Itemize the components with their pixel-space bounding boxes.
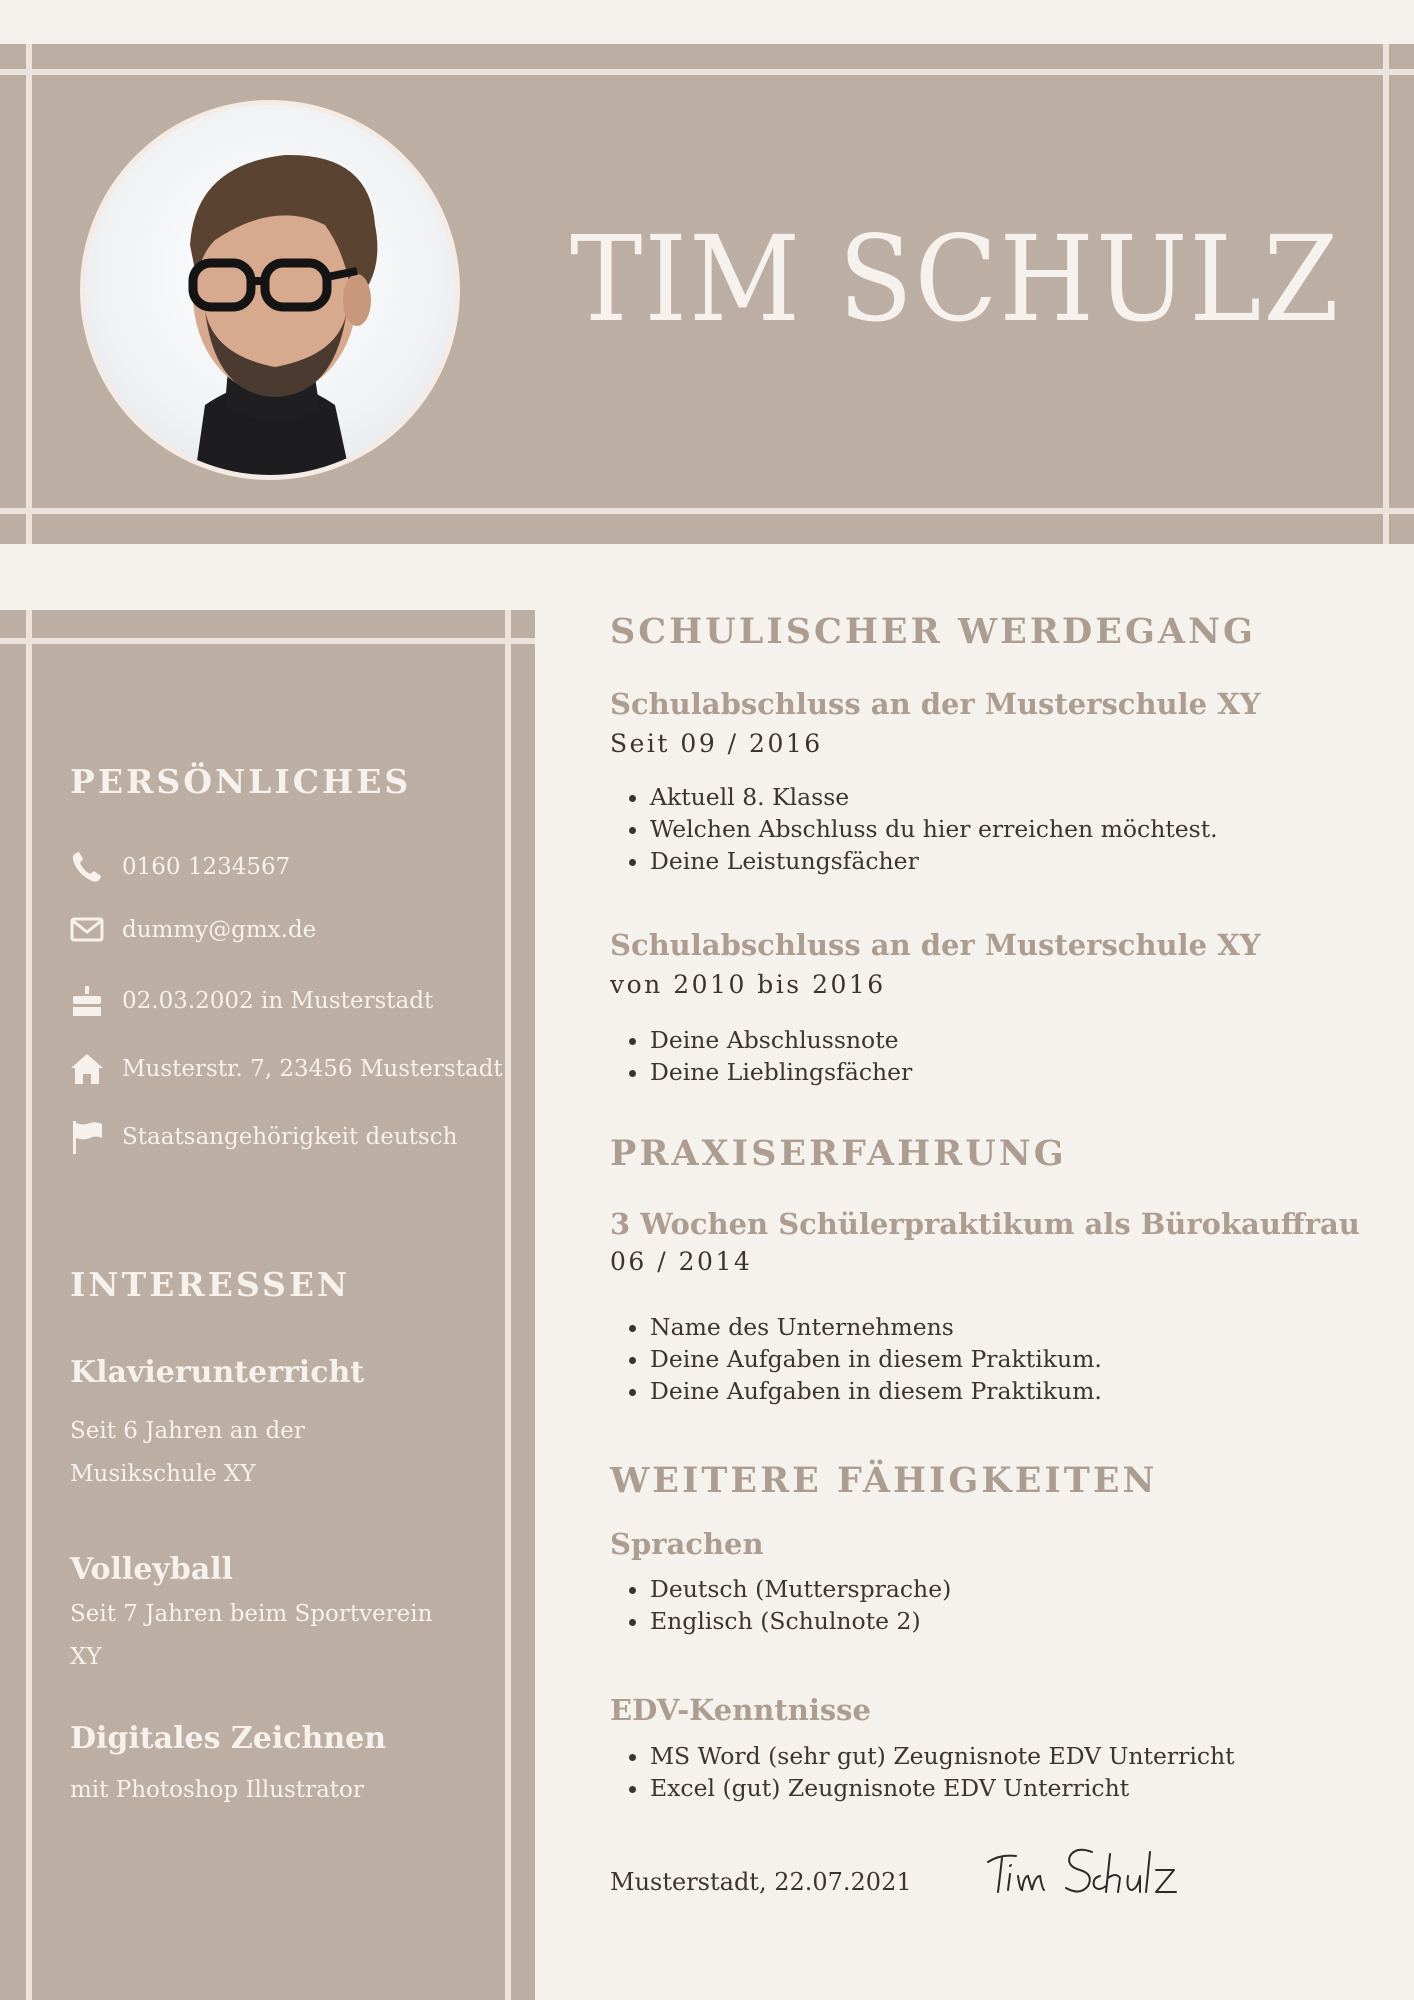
header-top-rule xyxy=(0,69,1414,75)
contact-email xyxy=(70,913,510,947)
list-item: • Englisch (Schulnote 2) xyxy=(650,1605,1390,1637)
sidebar-top-rule xyxy=(0,638,535,644)
list-item: • Deine Aufgaben in diesem Praktikum. xyxy=(650,1375,1390,1407)
list-item: • Deine Aufgaben in diesem Praktikum. xyxy=(650,1343,1390,1375)
personal-heading: PERSÖNLICHES xyxy=(70,762,412,801)
school-entry-list xyxy=(610,1024,1390,1088)
interest-text: Seit 6 Jahren an der Musikschule XY xyxy=(70,1418,305,1487)
interest-text: Seit 7 Jahren beim Sportverein XY xyxy=(70,1601,433,1670)
list-item: • Deine Leistungsfächer xyxy=(650,845,1390,877)
list-item: • Name des Unternehmens xyxy=(650,1311,1390,1343)
school-entry-date: Seit 09 / 2016 xyxy=(610,729,823,758)
edv-title: EDV-Kenntnisse xyxy=(610,1693,871,1727)
header-bottom-rule xyxy=(0,508,1414,514)
interests-heading: INTERESSEN xyxy=(70,1265,351,1304)
interest-text: mit Photoshop Illustrator xyxy=(70,1777,364,1803)
mail-icon xyxy=(70,913,104,947)
phone-icon xyxy=(70,850,104,884)
languages-title: Sprachen xyxy=(610,1527,764,1561)
school-entry-list xyxy=(610,781,1390,877)
contact-nationality xyxy=(70,1120,510,1154)
contact-phone-text: 0160 1234567 xyxy=(122,854,291,880)
interest-title: Klavierunterricht xyxy=(70,1355,365,1390)
contact-address-text: Musterstr. 7, 23456 Musterstadt xyxy=(122,1056,503,1082)
portrait-illustration xyxy=(85,105,455,475)
interest-title: Digitales Zeichnen xyxy=(70,1721,387,1756)
contact-phone xyxy=(70,850,510,884)
list-item: • Aktuell 8. Klasse xyxy=(650,781,1390,813)
school-entry-title: Schulabschluss an der Musterschule XY xyxy=(610,928,1261,962)
list-item: • MS Word (sehr gut) Zeugnisnote EDV Unterricht xyxy=(650,1740,1390,1772)
sidebar-left-rule xyxy=(26,610,32,2000)
signature xyxy=(980,1840,1200,1900)
list-item: • Deine Lieblingsfächer xyxy=(650,1056,1390,1088)
practice-entry-date: 06 / 2014 xyxy=(610,1247,753,1276)
candidate-name: TIM SCHULZ xyxy=(570,210,1341,348)
header-left-rule xyxy=(26,44,32,544)
house-icon xyxy=(70,1052,104,1086)
languages-list xyxy=(610,1573,1390,1637)
list-item: • Excel (gut) Zeugnisnote EDV Unterricht xyxy=(650,1772,1390,1804)
contact-birth xyxy=(70,984,510,1018)
list-item: • Deine Abschlussnote xyxy=(650,1024,1390,1056)
contact-birth-text: 02.03.2002 in Musterstadt xyxy=(122,988,434,1014)
practice-heading: PRAXISERFAHRUNG xyxy=(610,1133,1067,1174)
school-heading: SCHULISCHER WERDEGANG xyxy=(610,611,1256,652)
skills-heading: WEITERE FÄHIGKEITEN xyxy=(610,1460,1158,1501)
list-item: • Welchen Abschluss du hier erreichen möchtest. xyxy=(650,813,1390,845)
cake-icon xyxy=(70,984,104,1018)
contact-address xyxy=(70,1052,510,1086)
school-entry-title: Schulabschluss an der Musterschule XY xyxy=(610,687,1261,721)
profile-photo xyxy=(80,100,460,480)
interest-title: Volleyball xyxy=(70,1552,234,1587)
flag-icon xyxy=(70,1120,104,1154)
header-right-rule xyxy=(1383,44,1389,544)
contact-email-text: dummy@gmx.de xyxy=(122,917,317,943)
place-date: Musterstadt, 22.07.2021 xyxy=(610,1868,912,1896)
list-item: • Deutsch (Muttersprache) xyxy=(650,1573,1390,1605)
sidebar-right-rule xyxy=(505,610,511,2000)
practice-entry-title: 3 Wochen Schülerpraktikum als Bürokauffrau xyxy=(610,1207,1360,1241)
edv-list xyxy=(610,1740,1390,1804)
school-entry-date: von 2010 bis 2016 xyxy=(610,970,886,999)
contact-nationality-text: Staatsangehörigkeit deutsch xyxy=(122,1124,458,1150)
practice-entry-list xyxy=(610,1311,1390,1407)
